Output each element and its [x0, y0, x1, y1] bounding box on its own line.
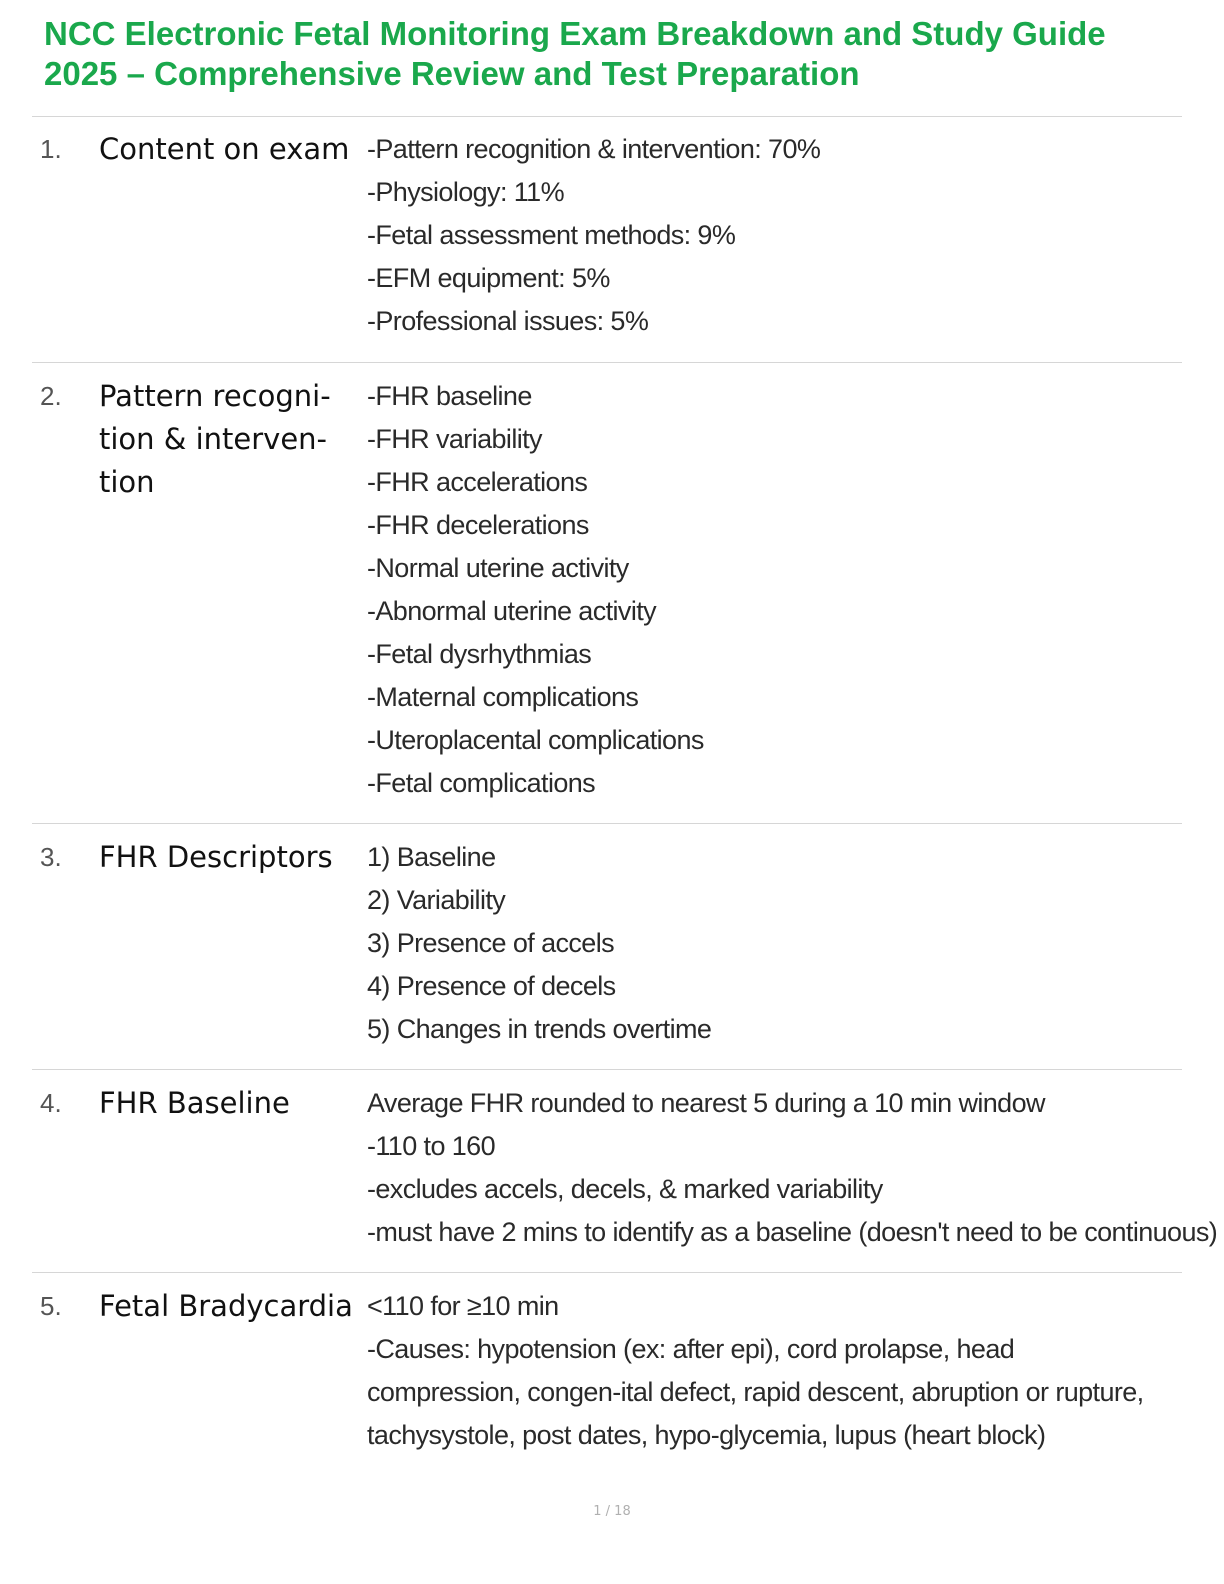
- definition-line: 3) Presence of accels: [367, 928, 615, 958]
- card-term: Content on exam: [99, 132, 350, 166]
- card-definition: [367, 836, 1167, 1051]
- definition-line: -Normal uterine activity: [367, 553, 629, 583]
- definition-line: -must have 2 mins to identify as a baseline (doesn't need to be continuous): [367, 1217, 1218, 1247]
- definition-line: -110 to 160: [367, 1131, 496, 1161]
- definition-line: -Fetal dysrhythmias: [367, 639, 592, 669]
- definition-line: Average FHR rounded to nearest 5 during a 10 min window: [367, 1088, 1045, 1118]
- card-definition: [367, 128, 1167, 343]
- definition-line: -Uteroplacental complications: [367, 725, 704, 755]
- document-title: [44, 14, 1204, 94]
- definition-line: <110 for ≥10 min: [367, 1291, 559, 1321]
- card-number: 2.: [40, 381, 62, 411]
- definition-line: -FHR decelerations: [367, 510, 589, 540]
- definition-line: -Fetal assessment methods: 9%: [367, 220, 736, 250]
- definition-line: -Pattern recognition & intervention: 70%: [367, 134, 821, 164]
- definition-line: -FHR variability: [367, 424, 542, 454]
- definition-line: -FHR baseline: [367, 381, 532, 411]
- card-term: [99, 375, 364, 504]
- definition-line: -Physiology: 11%: [367, 177, 565, 207]
- definition-line: 1) Baseline: [367, 842, 496, 872]
- card-term: Fetal Bradycardia: [99, 1289, 353, 1323]
- definition-line: -FHR accelerations: [367, 467, 588, 497]
- divider: [32, 1069, 1182, 1070]
- term-line: tion & interven-: [99, 422, 328, 456]
- definition-line: 2) Variability: [367, 885, 506, 915]
- definition-line: -Professional issues: 5%: [367, 306, 649, 336]
- document-title-line-2: 2025 – Comprehensive Review and Test Preparation: [44, 55, 860, 92]
- definition-line: -excludes accels, decels, & marked variability: [367, 1174, 883, 1204]
- divider: [32, 823, 1182, 824]
- card-number: 1.: [40, 134, 62, 164]
- term-line: tion: [99, 465, 155, 499]
- divider: [32, 1272, 1182, 1273]
- term-line: Pattern recogni-: [99, 379, 331, 413]
- card-number: 3.: [40, 842, 62, 872]
- definition-line: 5) Changes in trends overtime: [367, 1014, 712, 1044]
- definition-line: -Fetal complications: [367, 768, 596, 798]
- card-number: 4.: [40, 1088, 62, 1118]
- card-term: FHR Descriptors: [99, 840, 333, 874]
- divider: [32, 362, 1182, 363]
- definition-line: -Abnormal uterine activity: [367, 596, 657, 626]
- definition-line: 4) Presence of decels: [367, 971, 616, 1001]
- card-definition: [367, 375, 1167, 805]
- card-term: FHR Baseline: [99, 1086, 290, 1120]
- card-definition: [367, 1082, 1218, 1254]
- definition-paragraph: -Causes: hypotension (ex: after epi), cord prolapse, head compression, congen-ital defect, rapid descent, abruption or rupture, tachysystole, post dates, hypo-glycemia, lupus (heart block): [367, 1334, 1144, 1450]
- document-title-line-1: NCC Electronic Fetal Monitoring Exam Breakdown and Study Guide: [44, 15, 1106, 52]
- definition-line: -Maternal complications: [367, 682, 639, 712]
- definition-line: -EFM equipment: 5%: [367, 263, 610, 293]
- page-number: 1 / 18: [593, 1504, 631, 1519]
- divider: [32, 116, 1182, 117]
- card-definition: [367, 1285, 1167, 1457]
- card-number: 5.: [40, 1291, 62, 1321]
